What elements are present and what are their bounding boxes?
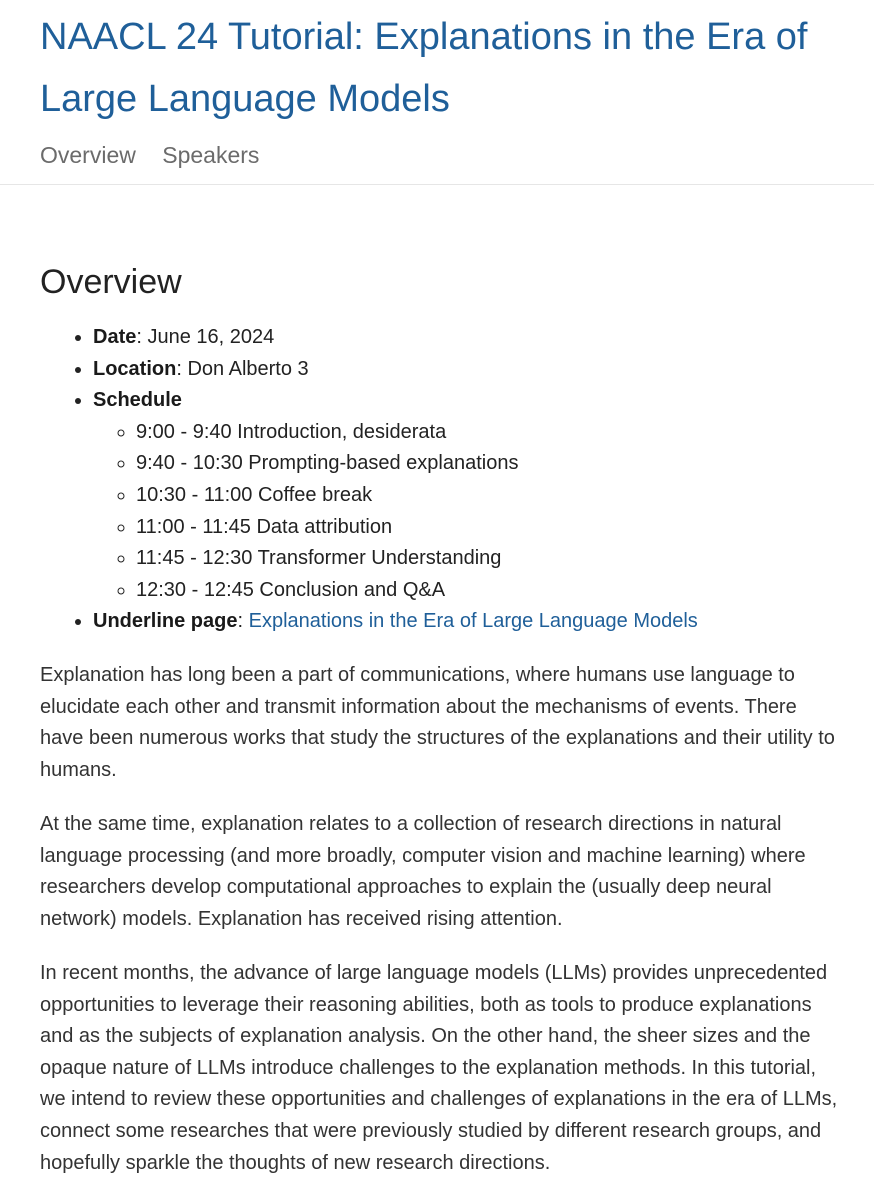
- paragraph-research-directions: At the same time, explanation relates to a collection of research directions in natural language processing (and more broadly, computer vision and machine learning) where researchers develop computational approaches to explain the (usually deep neural network) models. Explanation has received rising attention.: [40, 813, 806, 930]
- underline-page-link[interactable]: Explanations in the Era of Large Language Models: [248, 610, 698, 633]
- top-nav: [40, 139, 279, 171]
- underline-page-label: Underline page: [93, 610, 238, 633]
- site-title-link[interactable]: NAACL 24 Tutorial: Explanations in the Era of Large Language Models: [40, 16, 808, 120]
- header-divider: [0, 184, 874, 185]
- schedule-item: ◦ 11:00 - 11:45 Data attribution: [136, 512, 874, 544]
- list-item-schedule: [93, 385, 874, 606]
- underline-page-separator: :: [237, 610, 249, 633]
- schedule-item: ◦ 9:40 - 10:30 Prompting-based explanations: [136, 448, 874, 480]
- schedule-item: ◦ 10:30 - 11:00 Coffee break: [136, 480, 874, 512]
- nav-link-overview[interactable]: Overview: [40, 142, 136, 168]
- list-item-date: [93, 322, 874, 354]
- paragraph-llm-opportunities: In recent months, the advance of large language models (LLMs) provides unprecedented opportunities to leverage their reasoning abilities, both as tools to produce explanations and as the subjects of explanation analysis. On the other hand, the sheer sizes and the opaque nature of LLMs introduce challenges to the explanation methods. In this tutorial, we intend to review these opportunities and challenges of explanations in the era of LLMs, connect some researches that were previously studied by different research groups, and hopefully sparkle the thoughts of new research directions.: [40, 962, 838, 1174]
- location-label: Location: [93, 357, 177, 380]
- list-item-underline-page: [93, 606, 874, 638]
- nav-link-speakers[interactable]: Speakers: [162, 142, 260, 168]
- location-value: : Don Alberto 3: [176, 357, 309, 380]
- list-item-location: [93, 354, 874, 386]
- date-value: : June 16, 2024: [136, 326, 275, 348]
- schedule-list: [93, 417, 874, 607]
- paragraph-intro: Explanation has long been a part of communications, where humans use language to elucidate each other and transmit information about the mechanisms of events. There have been numerous works that study the structures of the explanations and their utility to humans.: [40, 664, 835, 781]
- schedule-item: ◦ 12:30 - 12:45 Conclusion and Q&A: [136, 575, 874, 607]
- overview-details-list: [40, 322, 874, 638]
- schedule-label: Schedule: [93, 389, 182, 412]
- date-label: Date: [93, 326, 137, 348]
- schedule-item: ◦ 11:45 - 12:30 Transformer Understanding: [136, 543, 874, 575]
- schedule-item: ◦ 9:00 - 9:40 Introduction, desiderata: [136, 417, 874, 449]
- overview-heading: Overview: [40, 263, 182, 301]
